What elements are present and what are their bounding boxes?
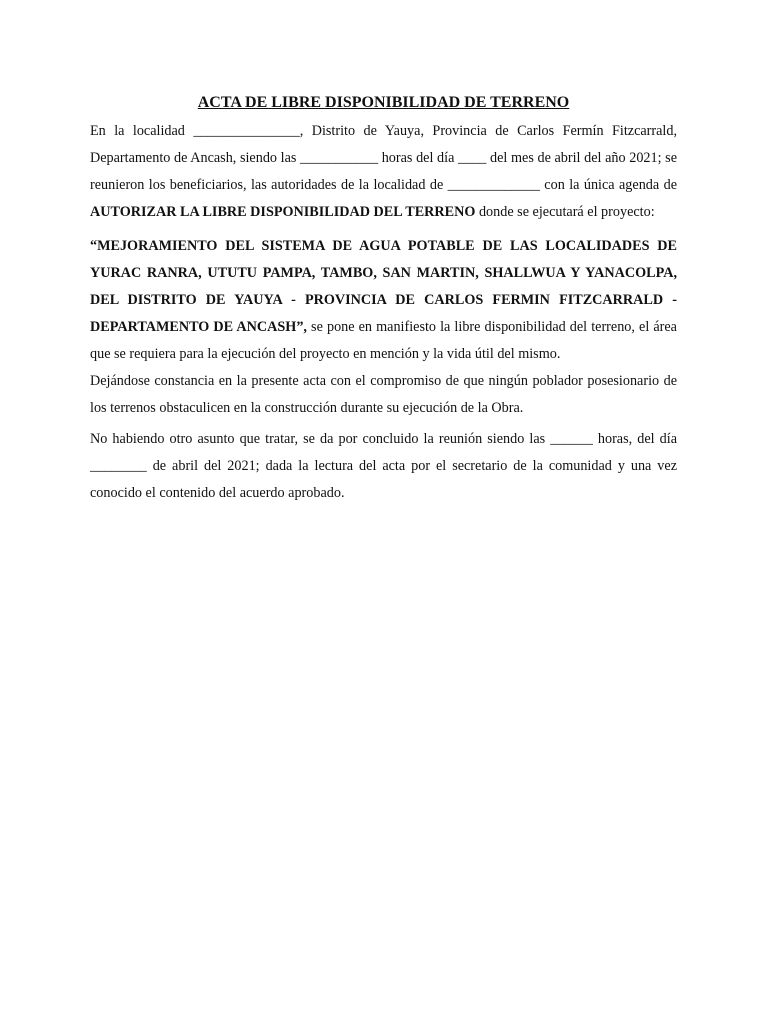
intro-text: En la localidad _______________, Distrito de Yauya, Provincia de Carlos Fermín Fitzcarrald, Departamento de Ancash, siendo las ___________ horas del día ____ del mes de abril del año 2021; se reunieron los beneficiarios, las autoridades de la localidad de _____________ con la única agenda de — [90, 123, 677, 193]
document-title: ACTA DE LIBRE DISPONIBILIDAD DE TERRENO — [197, 94, 570, 111]
project-text: se pone en manifiesto la libre disponibilidad del terreno, el área que se requiera para la ejecución del proyecto en mención y la vida útil del mismo. — [90, 319, 677, 362]
project-name-bold: “MEJORAMIENTO DEL SISTEMA DE AGUA POTABLE DE LAS LOCALIDADES DE YURAC RANRA, UTUTU PAMPA, TAMBO, SAN MARTIN, SHALLWUA Y YANACOLPA, DEL DISTRITO DE YAUYA - PROVINCIA DE CARLOS FERMIN FITZCARRALD - DEPARTAMENTO DE ANCASH”, — [90, 238, 677, 335]
paragraph-project — [90, 233, 677, 368]
paragraph-intro — [90, 118, 677, 226]
intro-agenda-bold: AUTORIZAR LA LIBRE DISPONIBILIDAD DEL TERRENO — [90, 204, 476, 220]
paragraph-constancia: Dejándose constancia en la presente acta con el compromiso de que ningún poblador posesionario de los terrenos obstaculicen en la construcción durante su ejecución de la Obra. — [90, 373, 677, 416]
document-page — [90, 92, 677, 507]
paragraph-closing: No habiendo otro asunto que tratar, se da por concluido la reunión siendo las ______ horas, del día ________ de abril del 2021; dada la lectura del acta por el secretario de la comunidad y una vez conocido el contenido del acuerdo aprobado. — [90, 431, 677, 501]
intro-text-end: donde se ejecutará el proyecto: — [475, 204, 655, 220]
